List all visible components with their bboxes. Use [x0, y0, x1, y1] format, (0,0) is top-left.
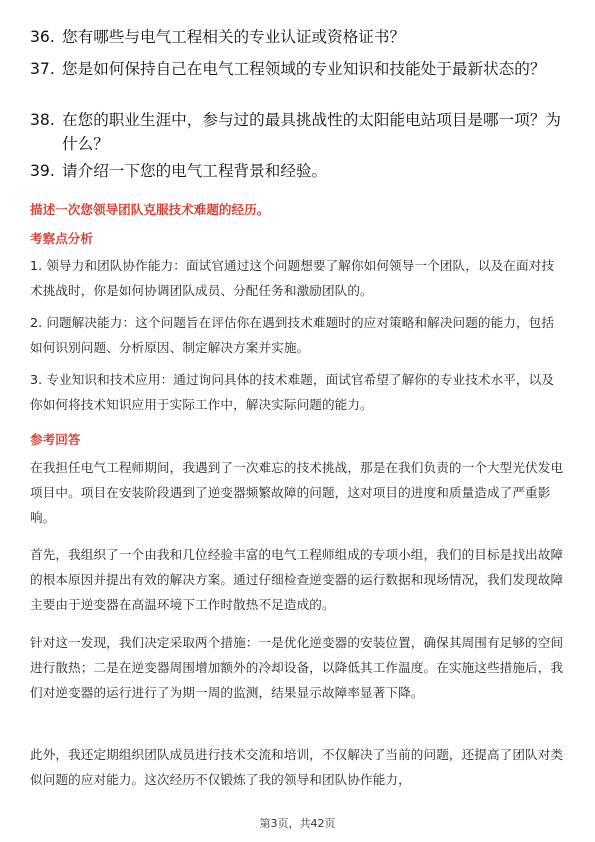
- question-text: 您是如何保持自己在电气工程领域的专业知识和技能处于最新状态的？: [62, 60, 546, 78]
- answer-paragraph: 此外，我还定期组织团队成员进行技术交流和培训，不仅解决了当前的问题，还提高了团队对类似问题的应对能力。这次经历不仅锻炼了我的领导和团队协作能力，: [30, 747, 564, 787]
- analysis-point: 1. 领导力和团队协作能力：面试官通过这个问题想要了解你如何领导一个团队，以及在面对技术挑战时，你是如何协调团队成员、分配任务和激励团队的。: [30, 258, 555, 298]
- analysis-heading: 考察点分析: [30, 231, 93, 246]
- answer-paragraph: 在我担任电气工程师期间，我遇到了一次难忘的技术挑战，那是在我们负责的一个大型光伏发电项目中。项目在安装阶段遇到了逆变器频繁故障的问题，这对项目的进度和质量造成了严重影响。: [30, 460, 564, 525]
- featured-question: 描述一次您领导团队克服技术难题的经历。: [30, 202, 270, 217]
- question-number: 36.: [30, 28, 55, 46]
- question-number: 39.: [30, 162, 55, 180]
- question-text: 请介绍一下您的电气工程背景和经验。: [62, 162, 328, 180]
- analysis-point: 3. 专业知识和技术应用：通过询问具体的技术难题，面试官希望了解你的专业技术水平，以及你如何将技术知识应用于实际工作中，解决实际问题的能力。: [30, 372, 555, 412]
- question-number: 37.: [30, 60, 55, 78]
- answer-paragraph: 针对这一发现，我们决定采取两个措施：一是优化逆变器的安装位置，确保其周围有足够的空间进行散热；二是在逆变器周围增加额外的冷却设备，以降低其工作温度。在实施这些措施后，我们对逆变器的运行进行了为期一周的监测，结果显示故障率显著下降。: [30, 635, 564, 700]
- question-text: 您有哪些与电气工程相关的专业认证或资格证书？: [62, 28, 406, 46]
- question-number: 38.: [30, 111, 55, 129]
- question-text: 在您的职业生涯中，参与过的最具挑战性的太阳能电站项目是哪一项？为什么？: [62, 111, 562, 153]
- page-footer: 第3页，共42页: [259, 817, 336, 830]
- analysis-point: 2. 问题解决能力：这个问题旨在评估你在遇到技术难题时的应对策略和解决问题的能力，包括如何识别问题、分析原因、制定解决方案并实施。: [30, 315, 555, 355]
- answer-paragraph: 首先，我组织了一个由我和几位经验丰富的电气工程师组成的专项小组，我们的目标是找出故障的根本原因并提出有效的解决方案。通过仔细检查逆变器的运行数据和现场情况，我们发现故障主要由于逆变器在高温环境下工作时散热不足造成的。: [30, 547, 564, 612]
- answer-heading: 参考回答: [30, 432, 81, 447]
